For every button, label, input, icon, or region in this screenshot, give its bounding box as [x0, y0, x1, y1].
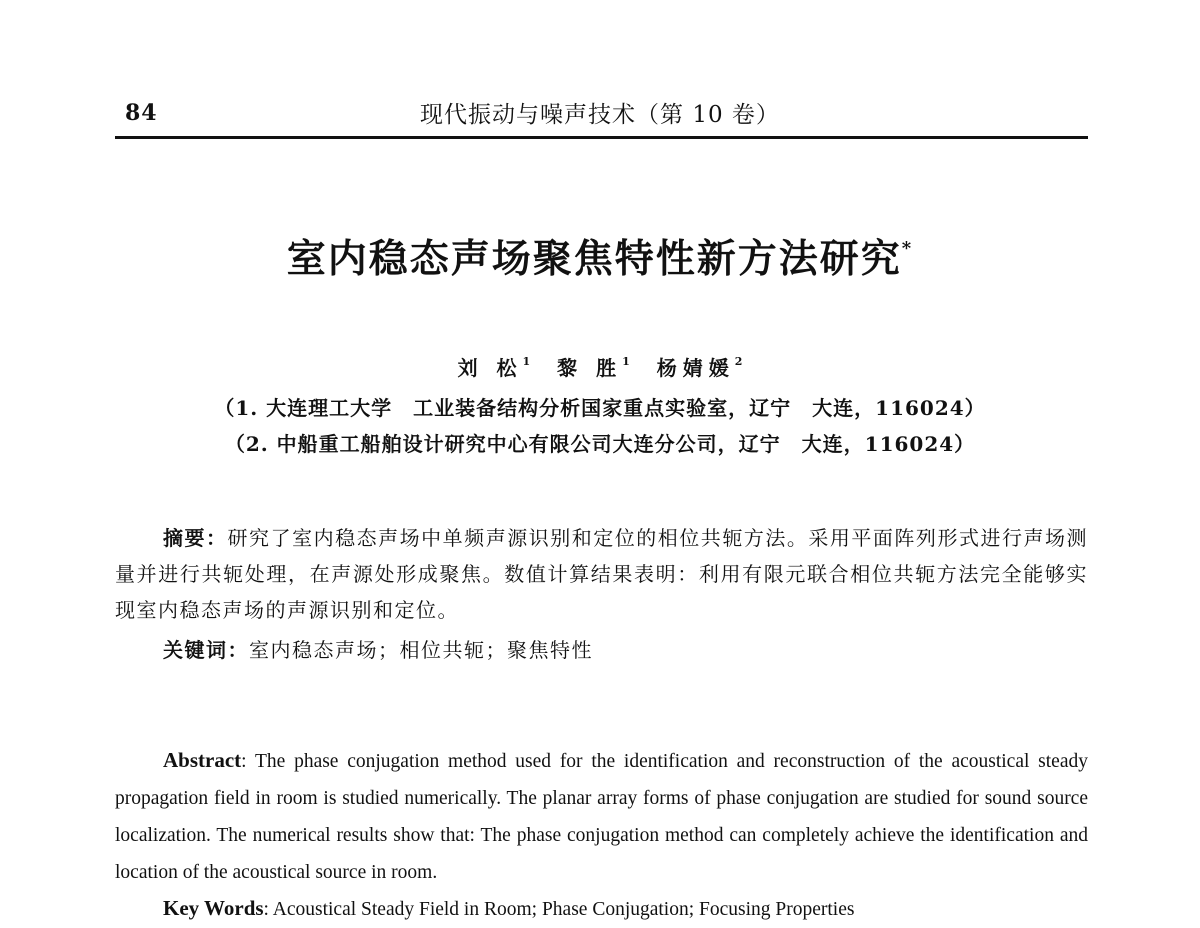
english-abstract [115, 742, 1088, 891]
page-number: 84 [125, 100, 158, 126]
author [458, 352, 531, 381]
title-text: 室内稳态声场聚焦特性新方法研究 [286, 236, 902, 282]
header-rule [115, 136, 1088, 139]
chinese-keywords [163, 632, 1088, 668]
author-affil-mark: 1 [622, 355, 630, 368]
author-name: 刘 松 [457, 356, 523, 380]
chinese-keywords-text: 室内稳态声场；相位共轭；聚焦特性 [249, 638, 593, 662]
english-abstract-text: : The phase conjugation method used for the identification and reconstruction of the acoustical steady propagation field in room is studied numerically. The planar array forms of phase conjugation are studied for sound source localization. The numerical results show that: The phase conjugation method can completely achieve the identification and location of the acoustical source in room. [115, 751, 1088, 883]
running-head: 现代振动与噪声技术（第 10 卷） [420, 102, 780, 128]
paper-title [0, 228, 1200, 284]
author-affil-mark: 1 [522, 355, 531, 368]
affiliation-2: （2. 中船重工船舶设计研究中心有限公司大连分公司，辽宁 大连，116024） [224, 432, 976, 456]
chinese-abstract [115, 520, 1088, 628]
affiliation-1: （1. 大连理工大学 工业装备结构分析国家重点实验室，辽宁 大连，116024） [214, 396, 986, 420]
author [657, 352, 743, 381]
author-affil-mark: 2 [734, 355, 743, 368]
chinese-abstract-text: 研究了室内稳态声场中单频声源识别和定位的相位共轭方法。采用平面阵列形式进行声场测量并进行共轭处理，在声源处形成聚焦。数值计算结果表明：利用有限元联合相位共轭方法完全能够实现室内稳态声场的声源识别和定位。 [115, 526, 1089, 622]
author-list [0, 352, 1200, 381]
chinese-keywords-label: 关键词： [163, 638, 249, 662]
author [557, 352, 630, 381]
english-keywords-text: : Acoustical Steady Field in Room; Phase Conjugation; Focusing Properties [263, 899, 855, 920]
author-name: 黎 胜 [557, 356, 623, 380]
english-keywords-label: Key Words [163, 896, 264, 920]
author-name: 杨婧媛 [656, 356, 735, 380]
english-keywords [163, 890, 1088, 928]
chinese-abstract-label: 摘要： [163, 526, 228, 550]
english-abstract-label: Abstract [163, 748, 242, 772]
title-footnote-mark: * [901, 238, 914, 259]
